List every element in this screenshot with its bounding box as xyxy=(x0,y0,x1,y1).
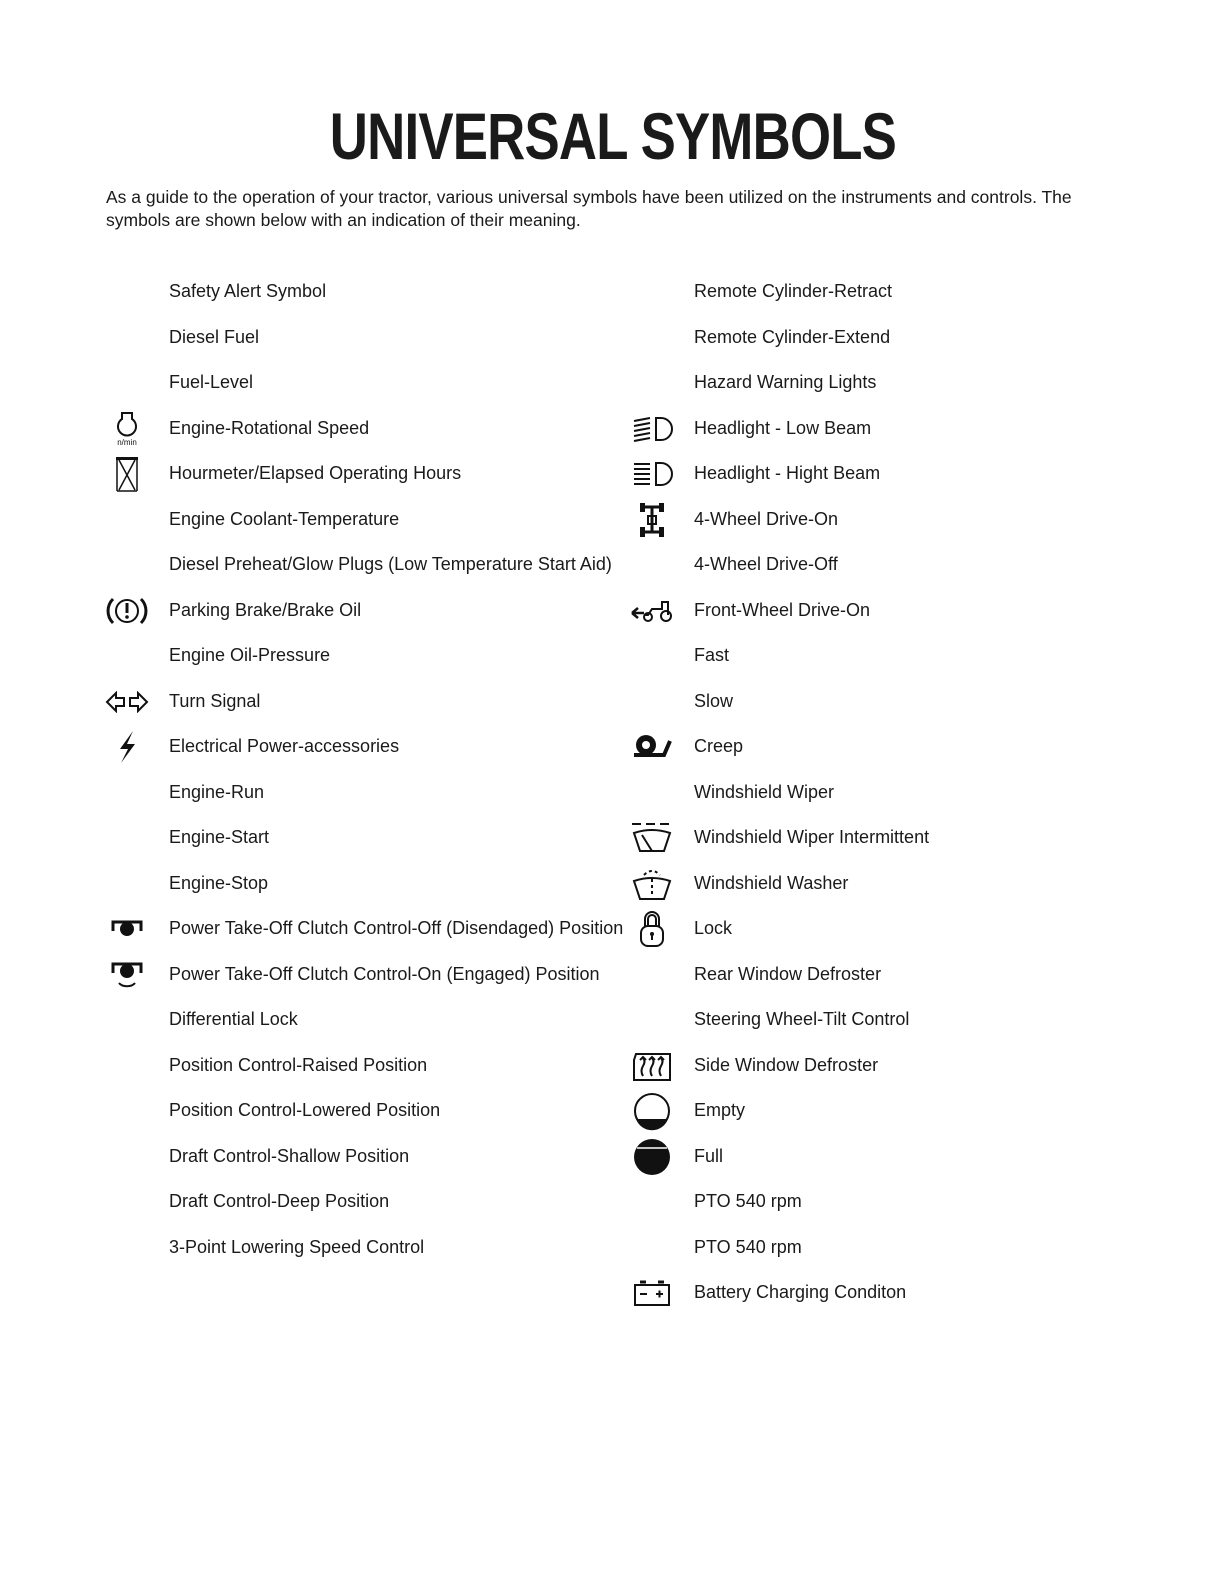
symbol-row xyxy=(630,1190,1130,1213)
front-wheel-drive-icon xyxy=(630,593,674,629)
symbol-row xyxy=(105,917,639,940)
pto-on-icon xyxy=(105,957,149,993)
symbol-row xyxy=(105,781,639,804)
low-beam-icon xyxy=(630,411,674,447)
symbol-row xyxy=(105,1099,639,1122)
symbol-label: Battery Charging Conditon xyxy=(694,1282,907,1302)
symbol-label: Engine Oil-Pressure xyxy=(169,645,331,665)
symbol-label: Power Take-Off Clutch Control-On (Engaged) Position xyxy=(169,963,600,984)
symbols-left-column xyxy=(105,280,624,1281)
symbol-label: Engine-Stop xyxy=(169,872,269,893)
page-title xyxy=(0,98,1225,174)
full-icon xyxy=(630,1139,674,1175)
symbol-label: Diesel Fuel xyxy=(169,326,260,347)
hourglass-icon xyxy=(105,456,149,492)
symbol-row xyxy=(630,781,1130,804)
symbol-row xyxy=(630,963,1130,986)
symbol-label: Remote Cylinder-Retract xyxy=(694,281,893,301)
symbol-label: Side Window Defroster xyxy=(694,1054,879,1075)
symbol-row xyxy=(630,1054,1130,1077)
symbol-row xyxy=(630,826,1130,849)
washer-icon xyxy=(630,866,674,902)
symbol-row xyxy=(105,371,639,394)
symbol-label: 3-Point Lowering Speed Control xyxy=(169,1236,425,1257)
symbol-label: Hazard Warning Lights xyxy=(694,372,877,392)
symbol-row xyxy=(630,508,1130,531)
symbol-row xyxy=(630,1281,1130,1304)
symbol-row xyxy=(105,826,639,849)
wiper-intermittent-icon xyxy=(630,820,674,856)
symbol-row xyxy=(630,280,1130,303)
symbol-row xyxy=(630,371,1130,394)
symbol-row xyxy=(630,417,1130,440)
symbol-label: Empty xyxy=(694,1100,746,1120)
symbol-row xyxy=(630,917,1130,940)
symbol-row xyxy=(630,1099,1130,1122)
symbol-label: Draft Control-Deep Position xyxy=(169,1191,390,1211)
symbol-row xyxy=(630,690,1130,713)
symbol-label: Engine-Rotational Speed xyxy=(169,417,370,438)
symbol-row xyxy=(105,872,639,895)
symbol-label: Remote Cylinder-Extend xyxy=(694,326,891,347)
symbol-label: Differential Lock xyxy=(169,1009,298,1029)
pto-off-icon xyxy=(105,911,149,947)
symbol-row xyxy=(105,280,639,303)
four-wheel-drive-icon xyxy=(630,502,674,538)
symbol-row xyxy=(105,417,639,447)
symbol-label: PTO 540 rpm xyxy=(694,1236,802,1257)
symbol-row xyxy=(105,508,639,531)
symbol-label: Turn Signal xyxy=(169,690,261,711)
symbol-row xyxy=(105,644,639,667)
symbol-row xyxy=(630,1236,1130,1259)
symbol-label: Engine Coolant-Temperature xyxy=(169,508,400,529)
turn-signal-icon xyxy=(105,684,149,720)
symbol-row xyxy=(105,1145,639,1168)
symbol-label: Lock xyxy=(694,918,733,938)
symbol-label: Creep xyxy=(694,736,744,756)
symbol-row xyxy=(630,1008,1130,1031)
symbol-label: Parking Brake/Brake Oil xyxy=(169,599,362,620)
symbol-label: Windshield Wiper xyxy=(694,781,835,802)
symbol-label: Power Take-Off Clutch Control-Off (Disendaged) Position xyxy=(169,918,624,938)
symbol-label: Steering Wheel-Tilt Control xyxy=(694,1009,910,1029)
symbol-row xyxy=(105,553,639,576)
brake-warning-icon xyxy=(105,593,149,629)
symbol-label: Front-Wheel Drive-On xyxy=(694,599,871,620)
symbol-label: Slow xyxy=(694,690,734,711)
symbol-label: Hourmeter/Elapsed Operating Hours xyxy=(169,463,462,483)
symbol-label: Full xyxy=(694,1145,724,1166)
symbol-label: Draft Control-Shallow Position xyxy=(169,1145,410,1166)
symbol-row xyxy=(105,462,639,485)
symbols-right-column xyxy=(630,280,1130,1327)
symbol-label: Electrical Power-accessories xyxy=(169,736,400,756)
symbol-label: Windshield Washer xyxy=(694,872,849,893)
symbol-row xyxy=(630,644,1130,667)
symbol-row xyxy=(630,462,1130,485)
symbol-row xyxy=(105,1008,639,1031)
symbol-label: 4-Wheel Drive-Off xyxy=(694,554,838,574)
symbol-row xyxy=(105,326,639,349)
symbol-row xyxy=(105,1236,639,1259)
symbol-label: 4-Wheel Drive-On xyxy=(694,508,839,529)
symbol-row xyxy=(630,872,1130,895)
symbol-label: Headlight - Hight Beam xyxy=(694,463,881,483)
symbol-label: Engine-Start xyxy=(169,827,270,847)
symbol-label: Position Control-Raised Position xyxy=(169,1054,428,1075)
page-title-text: UNIVERSAL SYMBOLS xyxy=(329,99,896,173)
high-beam-icon xyxy=(630,456,674,492)
battery-icon xyxy=(630,1275,674,1311)
symbol-label: Windshield Wiper Intermittent xyxy=(694,827,930,847)
symbol-label: Fast xyxy=(694,645,730,665)
engine-speed-icon xyxy=(105,411,149,447)
svg-text:n/min: n/min xyxy=(117,437,137,447)
symbol-label: Position Control-Lowered Position xyxy=(169,1100,441,1120)
symbol-row xyxy=(630,1145,1130,1168)
symbol-label: Rear Window Defroster xyxy=(694,963,882,984)
intro-paragraph: As a guide to the operation of your tractor, various universal symbols have been utilized on the instruments and controls. The symbols are shown below with an indication of their meaning. xyxy=(106,187,1072,230)
symbol-label: Safety Alert Symbol xyxy=(169,281,327,301)
symbol-row xyxy=(105,690,639,713)
symbol-label: Fuel-Level xyxy=(169,372,254,392)
side-defroster-icon xyxy=(630,1048,674,1084)
snail-icon xyxy=(630,729,674,765)
empty-icon xyxy=(630,1093,674,1129)
symbol-row xyxy=(105,963,639,986)
lightning-icon xyxy=(105,729,149,765)
symbol-row xyxy=(105,1054,639,1077)
symbol-row xyxy=(630,553,1130,576)
symbol-row xyxy=(630,599,1130,622)
symbol-row xyxy=(105,735,639,758)
symbol-label: Diesel Preheat/Glow Plugs (Low Temperature Start Aid) xyxy=(169,554,612,574)
symbol-label: Headlight - Low Beam xyxy=(694,417,872,438)
symbol-row xyxy=(105,599,639,622)
symbol-label: Engine-Run xyxy=(169,781,265,802)
lock-icon xyxy=(630,911,674,947)
symbol-row xyxy=(105,1190,639,1213)
symbol-row xyxy=(630,735,1130,758)
symbol-row xyxy=(630,326,1130,349)
symbol-label: PTO 540 rpm xyxy=(694,1191,802,1211)
